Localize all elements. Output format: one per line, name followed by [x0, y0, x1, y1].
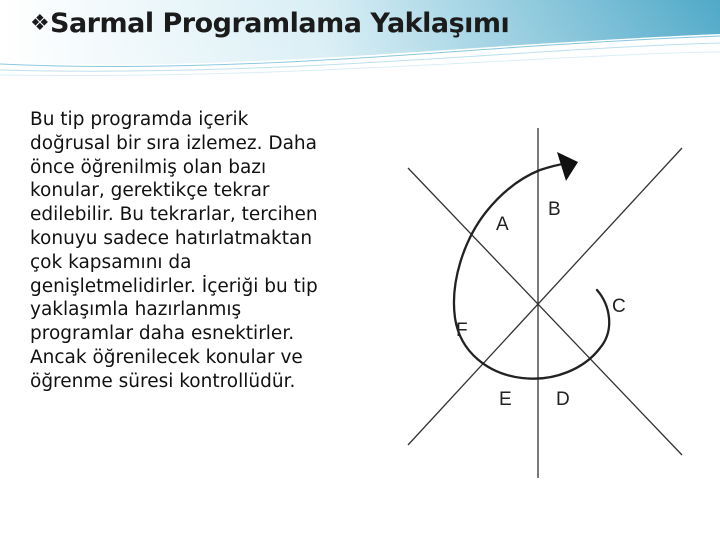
slide-title: [30, 8, 509, 39]
arrowhead-icon: [557, 152, 578, 181]
body-line: önce öğrenilmiş olan bazı: [30, 156, 267, 178]
label-b: B: [548, 199, 561, 220]
diamond-bullet-icon: ❖: [30, 11, 50, 36]
body-line: doğrusal bir sıra izlemez. Daha: [30, 132, 317, 154]
diagonal-line-right-to-left: [408, 148, 682, 445]
body-text: [30, 108, 360, 394]
body-line: genişletmelidirler. İçeriği bu tip: [30, 275, 318, 297]
diagonal-line-left-to-right: [408, 168, 682, 455]
spiral-path: [454, 163, 609, 379]
slide-title-text: Sarmal Programlama Yaklaşımı: [50, 8, 510, 39]
body-line: konular, gerektikçe tekrar: [30, 180, 270, 202]
body-line: yaklaşımla hazırlanmış: [30, 299, 242, 321]
label-d: D: [556, 389, 570, 410]
body-line: edilebilir. Bu tekrarlar, tercihen: [30, 204, 318, 226]
body-line: konuyu sadece hatırlatmaktan: [30, 227, 313, 249]
label-f: F: [456, 320, 468, 341]
body-line: programlar daha esnektirler.: [30, 323, 295, 345]
body-line: Ancak öğrenilecek konular ve: [30, 346, 303, 368]
spiral-diagram: [378, 112, 706, 484]
body-line: Bu tip programda içerik: [30, 109, 249, 130]
label-e: E: [499, 389, 512, 410]
label-c: C: [612, 296, 626, 317]
body-line: öğrenme süresi kontrollüdür.: [30, 370, 296, 392]
label-a: A: [496, 214, 509, 235]
body-line: çok kapsamını da: [30, 251, 192, 273]
